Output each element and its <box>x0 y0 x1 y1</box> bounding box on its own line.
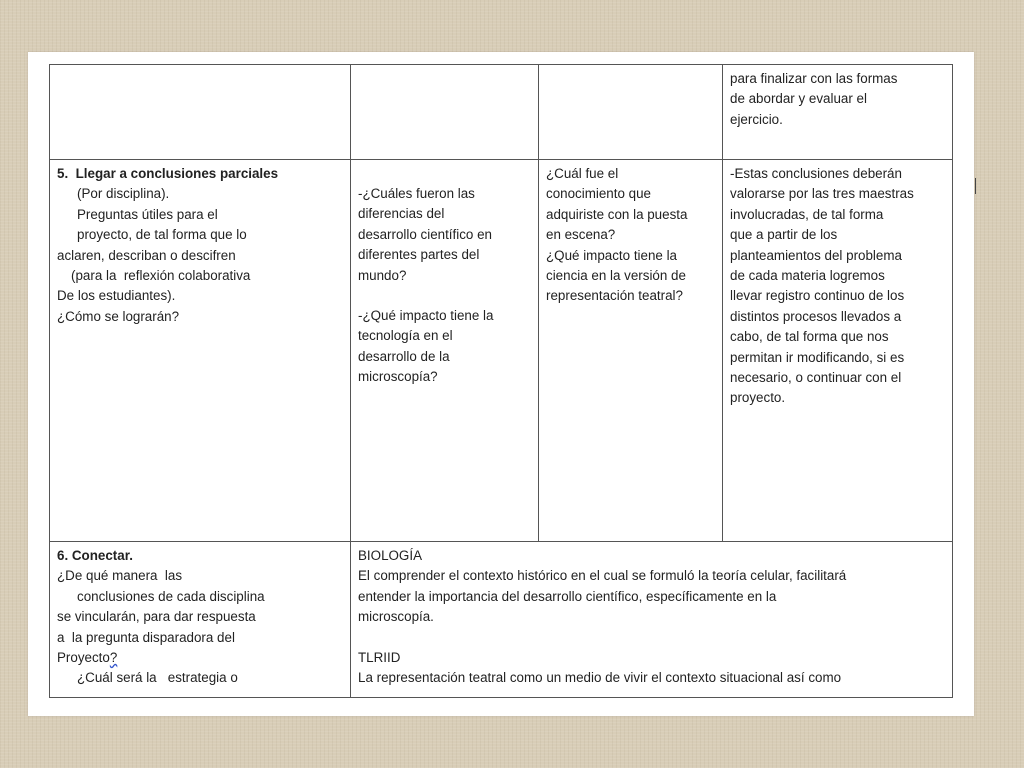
text-line: -¿Cuáles fueron las <box>358 186 475 201</box>
table-cell-r1-c4 <box>722 64 953 160</box>
section-title: 5. Llegar a conclusiones parciales <box>57 166 279 181</box>
text-line <box>57 648 343 668</box>
text-line: tecnología en el <box>358 328 453 344</box>
spacer <box>358 628 945 648</box>
table-cell-r2-c1 <box>49 159 351 542</box>
text-line: adquiriste con la puesta <box>546 206 688 222</box>
text-line: desarrollo de la <box>358 348 450 364</box>
text-line: en escena? <box>546 227 616 243</box>
text-line: permitan ir modificando, si es <box>730 349 905 365</box>
text-line: llevar registro continuo de los <box>730 288 905 304</box>
text-line: cabo, de tal forma que nos <box>730 329 889 345</box>
text-line: conocimiento que <box>546 186 651 202</box>
text-line: diferencias del <box>358 206 445 222</box>
text-line: proyecto, de tal forma que lo <box>77 227 247 243</box>
text-line: representación teatral? <box>546 288 683 304</box>
text-line: diferentes partes del <box>358 247 480 263</box>
text-line: ciencia en la versión de <box>546 268 686 284</box>
text-line: (Por disciplina). <box>77 186 170 202</box>
text-line: ¿Cuál fue el <box>546 166 619 181</box>
text-line: para finalizar con las formas <box>730 71 898 86</box>
table-cell-r3-c1 <box>49 541 351 698</box>
text-line: a la pregunta disparadora del <box>57 629 235 645</box>
text-line: distintos procesos llevados a <box>730 308 902 324</box>
table-cell-r1-c3 <box>538 64 723 160</box>
text-line: involucradas, de tal forma <box>730 206 884 222</box>
text-line: que a partir de los <box>730 227 838 243</box>
table-cell-r1-c2 <box>350 64 539 160</box>
text-line: se vincularán, para dar respuesta <box>57 609 256 625</box>
text-line: ¿De qué manera las <box>57 568 183 584</box>
text-line: microscopía. <box>358 609 434 625</box>
section-title: 6. Conectar. <box>57 548 133 563</box>
table-cell-r2-c2 <box>350 159 539 542</box>
text-line: desarrollo científico en <box>358 226 492 242</box>
text-line: conclusiones de cada disciplina <box>77 588 265 604</box>
text-fragment: Proyecto <box>57 650 110 666</box>
table-cell-r3-c2 <box>350 541 953 698</box>
text-line: de abordar y evaluar el <box>730 91 867 107</box>
text-line: -¿Qué impacto tiene la <box>358 308 494 324</box>
text-line: De los estudiantes). <box>57 288 176 304</box>
text-line: microscopía? <box>358 369 438 385</box>
text-line: valorarse por las tres maestras <box>730 186 914 202</box>
text-line: entender la importancia del desarrollo científico, específicamente en la <box>358 588 777 604</box>
text-line: ¿Qué impacto tiene la <box>546 247 677 263</box>
table-cell-r1-c1 <box>49 64 351 160</box>
text-line: necesario, o continuar con el <box>730 370 902 386</box>
text-line: planteamientos del problema <box>730 247 902 263</box>
text-line: El comprender el contexto histórico en el cual se formuló la teoría celular, facilitará <box>358 568 847 584</box>
text-line: Preguntas útiles para el <box>77 206 218 222</box>
subject-heading: BIOLOGÍA <box>358 548 422 563</box>
cursor-mark <box>975 178 976 194</box>
text-line: aclaren, describan o descifren <box>57 247 236 263</box>
text-line: La representación teatral como un medio de vivir el contexto situacional así como <box>358 670 842 686</box>
text-line: ejercicio. <box>730 111 783 127</box>
text-line: (para la reflexión colaborativa <box>71 268 251 284</box>
table-cell-r2-c4 <box>722 159 953 542</box>
text-line: proyecto. <box>730 390 786 406</box>
table-cell-r2-c3 <box>538 159 723 542</box>
planning-table <box>49 64 953 698</box>
spellcheck-underlined-text: ? <box>109 650 118 666</box>
text-line: ¿Cómo se lograrán? <box>57 308 180 324</box>
text-line: mundo? <box>358 267 407 283</box>
text-line: de cada materia logremos <box>730 268 885 284</box>
document-page <box>28 52 974 716</box>
subject-heading: TLRIID <box>358 649 401 665</box>
spacer <box>358 286 531 306</box>
text-line: -Estas conclusiones deberán <box>730 166 902 181</box>
text-line: ¿Cuál será la estrategia o <box>77 670 238 686</box>
